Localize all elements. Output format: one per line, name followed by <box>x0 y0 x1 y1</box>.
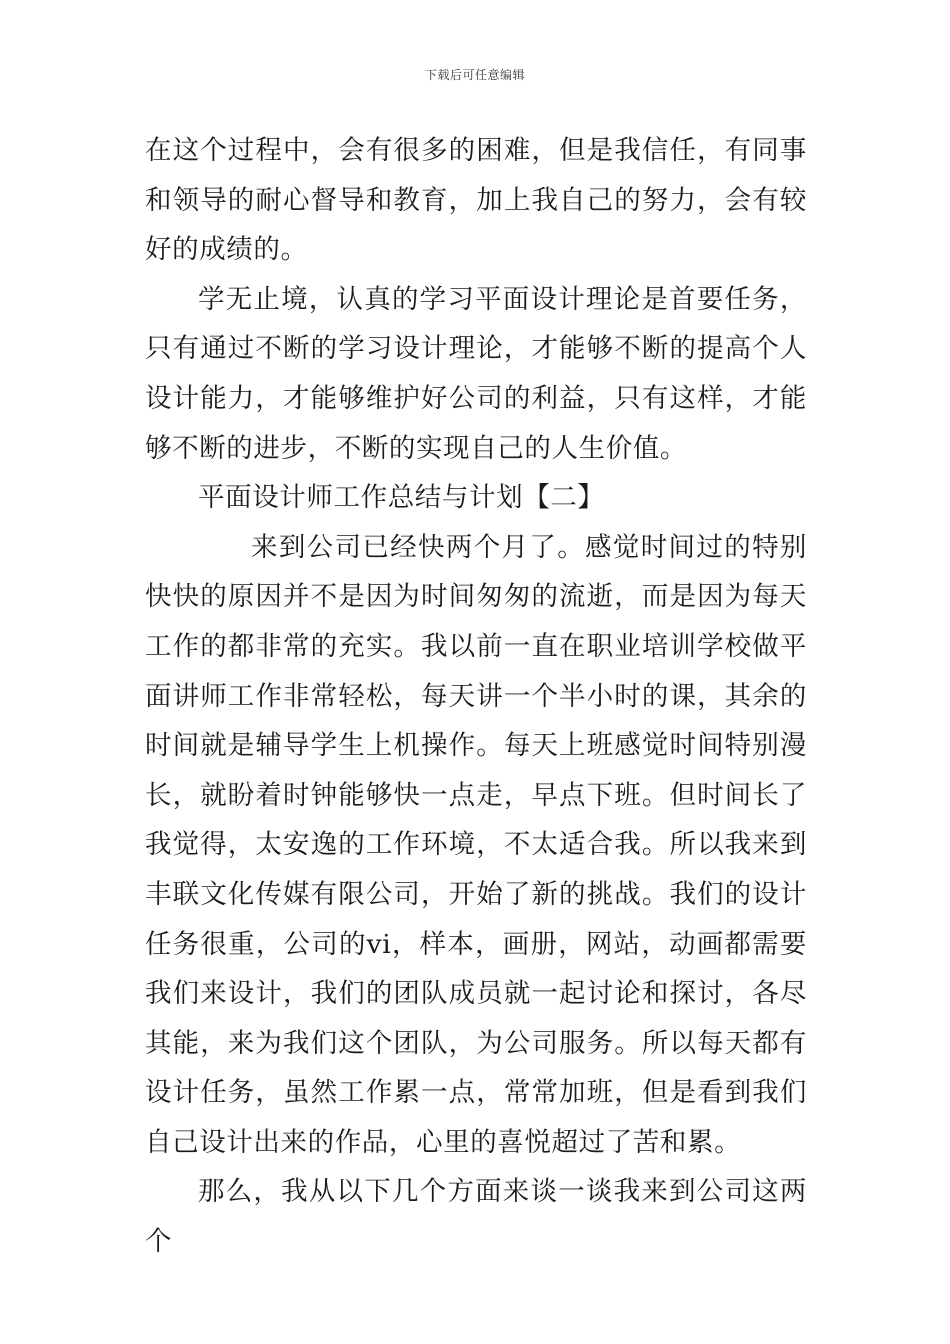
paragraph-difficulties: 在这个过程中，会有很多的困难，但是我信任，有同事和领导的耐心督导和教育，加上我自己的努力，会有较好的成绩的。 <box>145 135 807 266</box>
paragraph-learning: 学无止境，认真的学习平面设计理论是首要任务，只有通过不断的学习设计理论，才能够不断的提高个人设计能力，才能够维护好公司的利益，只有这样，才能够不断的进步，不断的实现自己的人生价值。 <box>145 283 807 464</box>
paragraph-two-months: 来到公司已经快两个月了。感觉时间过的特别快快的原因并不是因为时间匆匆的流逝，而是因为每天工作的都非常的充实。我以前一直在职业培训学校做平面讲师工作非常轻松，每天讲一个半小时的课，其余的时间就是辅导学生上机操作。每天上班感觉时间特别漫长，就盼着时钟能够快一点走，早点下班。但时间长了我觉得，太安逸的工作环境，不太适合我。所以我来到丰联文化传媒有限公司，开始了新的挑战。我们的设计任务很重，公司的vi，样本，画册，网站，动画都需要我们来设计，我们的团队成员就一起讨论和探讨，各尽其能，来为我们这个团队，为公司服务。所以每天都有设计任务，虽然工作累一点，常常加班，但是看到我们自己设计出来的作品，心里的喜悦超过了苦和累。 <box>145 531 807 1158</box>
section-heading: 平面设计师工作总结与计划【二】 <box>198 482 605 514</box>
paragraph-aspects: 那么，我从以下几个方面来谈一谈我来到公司这两个 <box>145 1176 807 1258</box>
document-body <box>145 126 807 1267</box>
page-header-note: 下载后可任意编辑 <box>424 68 525 82</box>
